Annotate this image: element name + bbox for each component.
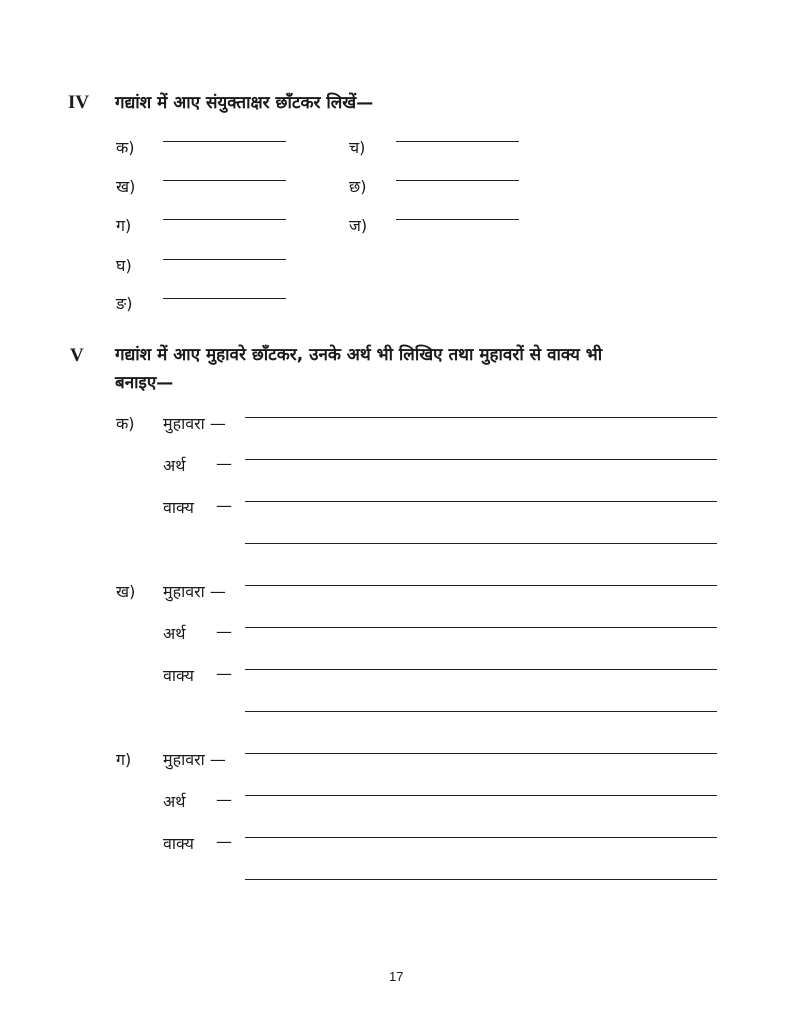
item-chha-label: छ) xyxy=(349,177,367,196)
sentence-answer-line[interactable] xyxy=(245,669,717,670)
idiom-group-ka-marker: क) xyxy=(116,414,135,433)
meaning-dash: — xyxy=(216,454,232,473)
idiom-answer-line[interactable] xyxy=(245,753,717,754)
answer-line-ka[interactable] xyxy=(163,141,286,142)
meaning-dash: — xyxy=(216,790,232,809)
sentence-answer-line-2[interactable] xyxy=(245,711,717,712)
answer-line-ga[interactable] xyxy=(163,219,286,220)
idiom-label: मुहावरा — xyxy=(163,414,226,433)
idiom-group-kha-marker: ख) xyxy=(116,582,136,601)
meaning-dash: — xyxy=(216,622,232,641)
meaning-answer-line[interactable] xyxy=(245,459,717,460)
item-ga-label: ग) xyxy=(116,216,132,235)
answer-line-ja[interactable] xyxy=(396,219,519,220)
sentence-label: वाक्य xyxy=(163,834,194,853)
sentence-dash: — xyxy=(216,832,232,851)
section-iv-instruction: गद्यांश में आए संयुक्ताक्षर छाँटकर लिखें— xyxy=(115,93,374,113)
idiom-answer-line[interactable] xyxy=(245,417,717,418)
sentence-label: वाक्य xyxy=(163,666,194,685)
meaning-answer-line[interactable] xyxy=(245,795,717,796)
item-ja-label: ज) xyxy=(349,216,368,235)
meaning-label: अर्थ xyxy=(163,792,186,811)
item-nga-label: ङ) xyxy=(116,294,133,313)
item-cha-label: च) xyxy=(349,138,366,157)
section-v-instruction-line2: बनाइए— xyxy=(115,373,174,393)
section-v-instruction-line1: गद्यांश में आए मुहावरे छाँटकर, उनके अर्थ भी लिखिए तथा मुहावरों से वाक्य भी xyxy=(115,345,603,365)
page-number: 17 xyxy=(389,969,404,984)
item-kha-label: ख) xyxy=(116,177,136,196)
sentence-answer-line[interactable] xyxy=(245,501,717,502)
answer-line-kha[interactable] xyxy=(163,180,286,181)
sentence-dash: — xyxy=(216,664,232,683)
answer-line-cha[interactable] xyxy=(396,141,519,142)
item-ka-label: क) xyxy=(116,138,135,157)
meaning-label: अर्थ xyxy=(163,456,186,475)
section-iv-number: IV xyxy=(68,92,90,113)
sentence-label: वाक्य xyxy=(163,498,194,517)
sentence-answer-line[interactable] xyxy=(245,837,717,838)
answer-line-nga[interactable] xyxy=(163,298,286,299)
answer-line-chha[interactable] xyxy=(396,180,519,181)
sentence-answer-line-2[interactable] xyxy=(245,879,717,880)
sentence-dash: — xyxy=(216,496,232,515)
idiom-label: मुहावरा — xyxy=(163,582,226,601)
item-gha-label: घ) xyxy=(116,256,132,275)
meaning-answer-line[interactable] xyxy=(245,627,717,628)
idiom-group-ga-marker: ग) xyxy=(116,750,132,769)
idiom-answer-line[interactable] xyxy=(245,585,717,586)
sentence-answer-line-2[interactable] xyxy=(245,543,717,544)
idiom-label: मुहावरा — xyxy=(163,750,226,769)
meaning-label: अर्थ xyxy=(163,624,186,643)
answer-line-gha[interactable] xyxy=(163,259,286,260)
section-v-number: V xyxy=(70,345,84,366)
